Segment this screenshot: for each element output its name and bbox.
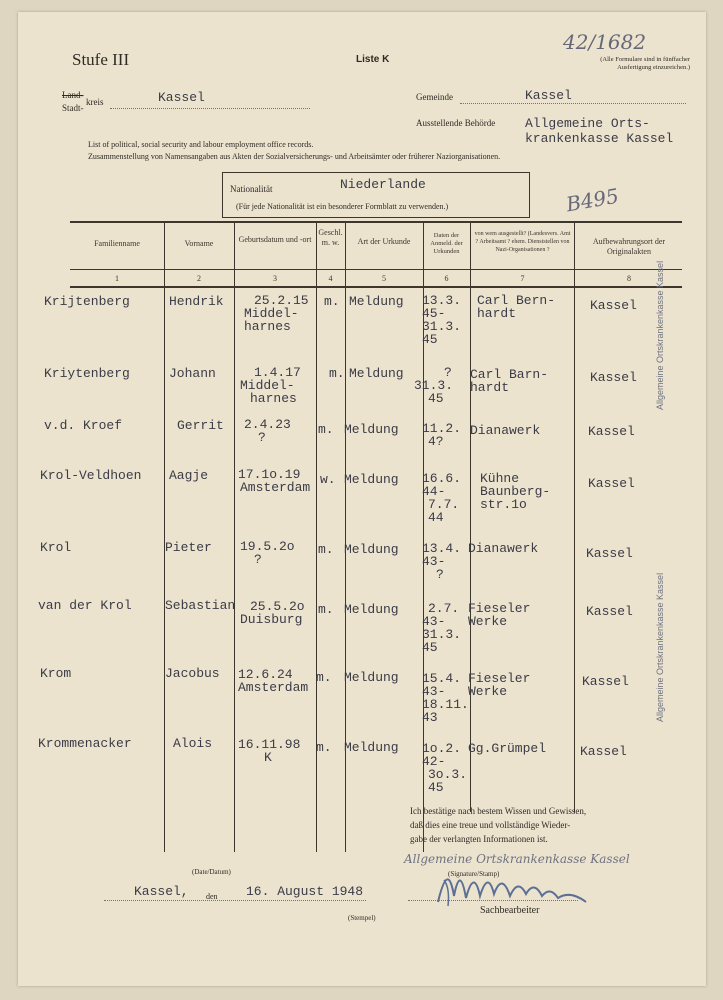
cell-aussteller-2: Werke	[468, 684, 508, 699]
cell-geschlecht: m.	[316, 740, 332, 755]
col-header-3: Geburtsdatum und -ort	[238, 235, 312, 244]
cell-geb-2: Middel-	[244, 306, 299, 321]
cell-daten-2: 4?	[428, 434, 444, 449]
cell-geb-2: K	[264, 750, 272, 765]
cell-geschlecht: m.	[329, 366, 345, 381]
cell-geschlecht: m.	[316, 670, 332, 685]
col-num-6: 6	[444, 274, 449, 283]
nationality-note: (Für jede Nationalität ist ein besonderer Formblatt zu verwenden.)	[236, 202, 449, 211]
cell-aussteller-1: Dianawerk	[470, 423, 541, 438]
cell-familienname: v.d. Kroef	[44, 418, 123, 433]
nationality-value: Niederlande	[340, 177, 426, 192]
table-row	[18, 666, 706, 728]
table-row	[18, 294, 706, 364]
cell-daten-3: 31.3.	[422, 319, 462, 334]
cell-geb-1: 19.5.2o	[240, 539, 295, 554]
cell-aufbewahrungsort: Kassel	[580, 744, 627, 759]
cell-geb-3: harnes	[244, 319, 291, 334]
kreis-suffix: kreis	[86, 97, 104, 107]
form-sheet	[18, 12, 706, 986]
stufe-label: Stufe III	[72, 50, 130, 69]
col-header-2: Vorname	[184, 239, 214, 248]
cell-art: Meldung	[349, 294, 404, 309]
table-row	[18, 736, 706, 798]
col-header-8: Aufbewahrungsort der Originalakten	[592, 237, 666, 256]
col-num-8: 8	[627, 274, 631, 283]
col-num-5: 5	[382, 274, 386, 283]
cell-vorname: Sebastian	[165, 598, 236, 613]
cell-daten-2: 43-	[422, 554, 446, 569]
cell-daten-2: 42-	[422, 754, 446, 769]
cell-daten-2: 44-	[422, 484, 446, 499]
date-value: 16. August 1948	[246, 884, 364, 899]
date-dotted-line	[104, 900, 366, 901]
cell-geschlecht: m.	[318, 422, 334, 437]
cell-geb-2: ?	[254, 552, 262, 567]
cell-geb-2: Amsterdam	[240, 480, 311, 495]
cell-geb-3: harnes	[250, 391, 297, 406]
col-header-7: von wem ausgestellt? (Landesvers. Amt ? Arbeitsamt ? ehem. Dienststellen von Nazi-Organisationen ?	[474, 231, 571, 253]
handwritten-mark: B495	[564, 183, 621, 217]
col-num-7: 7	[520, 274, 525, 283]
den-label: den	[206, 892, 218, 901]
cell-daten-3: 31.3.	[422, 627, 462, 642]
archive-number: 42/1682	[563, 30, 647, 54]
cell-geb-2: ?	[258, 430, 266, 445]
gemeinde-value: Kassel	[525, 88, 572, 103]
cell-geb-1: 12.6.24	[238, 667, 293, 682]
cell-daten-4: 45	[422, 332, 438, 347]
cell-vorname: Aagje	[169, 468, 209, 483]
table-number-rule	[70, 286, 682, 288]
behoerde-value-2: krankenkasse Kassel	[525, 131, 674, 146]
cell-geschlecht: w.	[320, 472, 336, 487]
stadt-label: Stadt-	[62, 103, 84, 113]
confirmation-line-2: daß dies eine treue und vollständige Wieder-	[410, 820, 571, 830]
signature-label: (Signature/Stamp)	[448, 870, 500, 878]
cell-aussteller-1: Fieseler	[468, 671, 531, 686]
table-row	[18, 598, 706, 660]
copies-note: (Alle Formulare sind in fünffacher Ausfertigung einzureichen.)	[600, 56, 690, 71]
cell-geschlecht: m.	[318, 542, 334, 557]
description-en: List of political, social security and labour employment office records.	[88, 140, 314, 149]
col-num-2: 2	[197, 274, 201, 283]
col-header-4: Geschl. m. w.	[318, 228, 343, 247]
table-header-rule	[70, 269, 682, 270]
cell-familienname: Krijtenberg	[44, 294, 130, 309]
cell-aufbewahrungsort: Kassel	[582, 674, 629, 689]
cell-vorname: Hendrik	[169, 294, 224, 309]
table-row	[18, 418, 706, 462]
cell-familienname: van der Krol	[38, 598, 132, 613]
col-header-5: Art der Urkunde	[357, 237, 411, 246]
kreis-value: Kassel	[158, 90, 205, 105]
cell-daten-2: 31.3.	[414, 378, 454, 393]
cell-aussteller-3: str.1o	[480, 497, 527, 512]
table-row	[18, 540, 706, 590]
cell-daten-1: 13.3.	[422, 293, 462, 308]
signature-scribble	[430, 850, 600, 910]
col-num-3: 3	[273, 274, 277, 283]
side-stamp-1: Allgemeine Ortskrankenkasse Kassel	[655, 260, 665, 410]
cell-geb-1: 16.11.98	[238, 737, 301, 752]
cell-geb-2: Amsterdam	[238, 680, 309, 695]
cell-aussteller-1: Dianawerk	[468, 541, 539, 556]
cell-vorname: Johann	[169, 366, 216, 381]
cell-art: Meldung	[344, 602, 399, 617]
confirmation-line-1: Ich bestätige nach bestem Wissen und Gewissen,	[410, 806, 587, 816]
cell-aufbewahrungsort: Kassel	[590, 298, 637, 313]
cell-daten-3: 3o.3.	[428, 767, 468, 782]
cell-art: Meldung	[344, 740, 399, 755]
table-row	[18, 468, 706, 538]
cell-geschlecht: m.	[324, 294, 340, 309]
cell-daten-1: 15.4.	[422, 671, 462, 686]
cell-geb-1: 17.1o.19	[238, 467, 301, 482]
cell-familienname: Krommenacker	[38, 736, 132, 751]
cell-geb-1: 2.4.23	[244, 417, 291, 432]
col-num-4: 4	[328, 274, 333, 283]
cell-aussteller-2: hardt	[477, 306, 517, 321]
cell-aussteller-1: Gg.Grümpel	[468, 741, 547, 756]
cell-daten-1: 2.7.	[428, 601, 460, 616]
cell-vorname: Alois	[173, 736, 213, 751]
gemeinde-dotted-line	[460, 103, 686, 104]
table-row	[18, 366, 706, 422]
cell-daten-2: 45-	[422, 306, 446, 321]
cell-familienname: Krom	[40, 666, 72, 681]
cell-daten-1: 13.4.	[422, 541, 462, 556]
cell-daten-3: 7.7.	[428, 497, 460, 512]
cell-daten-3: ?	[436, 567, 444, 582]
cell-vorname: Jacobus	[165, 666, 220, 681]
cell-aussteller-1: Carl Bern-	[477, 293, 556, 308]
cell-geb-1: 25.2.15	[254, 293, 309, 308]
cell-art: Meldung	[349, 366, 404, 381]
cell-daten-4: 43	[422, 710, 438, 725]
col-header-6: Daten der Anmeld. der Urkunden	[430, 232, 463, 255]
cell-aussteller-2: hardt	[470, 380, 510, 395]
cell-vorname: Pieter	[165, 540, 212, 555]
cell-art: Meldung	[344, 422, 399, 437]
cell-daten-4: 44	[428, 510, 444, 525]
cell-aufbewahrungsort: Kassel	[586, 546, 633, 561]
col-header-1: Familienname	[94, 239, 140, 248]
behoerde-label: Ausstellende Behörde	[416, 118, 496, 128]
cell-geb-2: Middel-	[240, 378, 295, 393]
cell-daten-3: 18.11.	[422, 697, 469, 712]
cell-art: Meldung	[344, 670, 399, 685]
nationality-label: Nationalität	[230, 184, 273, 194]
kreis-dotted-line	[110, 108, 310, 109]
cell-aussteller-1: Fieseler	[468, 601, 531, 616]
cell-daten-1: 16.6.	[422, 471, 462, 486]
cell-daten-1: 1o.2.	[422, 741, 462, 756]
cell-daten-2: 43-	[422, 614, 446, 629]
date-label: (Date/Datum)	[192, 868, 231, 876]
sachbearbeiter-label: Sachbearbeiter	[480, 905, 540, 916]
cell-familienname: Krol	[40, 540, 72, 555]
cell-daten-2: 43-	[422, 684, 446, 699]
side-stamp-2: Allgemeine Ortskrankenkasse Kassel	[655, 572, 665, 722]
cell-aufbewahrungsort: Kassel	[586, 604, 633, 619]
confirmation-line-3: gabe der verlangten Informationen ist.	[410, 834, 548, 844]
cell-aussteller-1: Kühne	[480, 471, 520, 486]
cell-daten-4: 45	[428, 780, 444, 795]
official-stamp: Allgemeine Ortskrankenkasse Kassel	[404, 852, 630, 866]
cell-aussteller-2: Baunberg-	[480, 484, 551, 499]
behoerde-value-1: Allgemeine Orts-	[525, 116, 650, 131]
cell-geb-1: 25.5.2o	[250, 599, 305, 614]
signature-dotted-line	[408, 900, 578, 901]
cell-art: Meldung	[344, 472, 399, 487]
cell-familienname: Krol-Veldhoen	[40, 468, 142, 483]
cell-geb-1: 1.4.17	[254, 365, 301, 380]
cell-aussteller-1: Carl Barn-	[470, 367, 549, 382]
place-value: Kassel,	[134, 884, 189, 899]
cell-vorname: Gerrit	[177, 418, 224, 433]
cell-aufbewahrungsort: Kassel	[590, 370, 637, 385]
cell-geschlecht: m.	[318, 602, 334, 617]
cell-art: Meldung	[344, 542, 399, 557]
land-label: Land-	[62, 90, 84, 100]
cell-daten-4: 45	[422, 640, 438, 655]
gemeinde-label: Gemeinde	[416, 92, 453, 102]
description-de: Zusammenstellung von Namensangaben aus Akten der Sozialversicherungs- und Arbeitsämter oder früherer Naziorganisationen.	[88, 152, 501, 161]
table-top-rule	[70, 221, 682, 223]
cell-aufbewahrungsort: Kassel	[588, 476, 635, 491]
cell-familienname: Kriytenberg	[44, 366, 130, 381]
cell-aufbewahrungsort: Kassel	[588, 424, 635, 439]
cell-daten-3: 45	[428, 391, 444, 406]
liste-label: Liste K	[356, 54, 390, 65]
cell-daten-1: 11.2.	[422, 421, 462, 436]
cell-daten-1: ?	[444, 365, 452, 380]
stempel-label: (Stempel)	[348, 914, 376, 922]
cell-geb-2: Duisburg	[240, 612, 303, 627]
cell-aussteller-2: Werke	[468, 614, 508, 629]
col-num-1: 1	[115, 274, 119, 283]
